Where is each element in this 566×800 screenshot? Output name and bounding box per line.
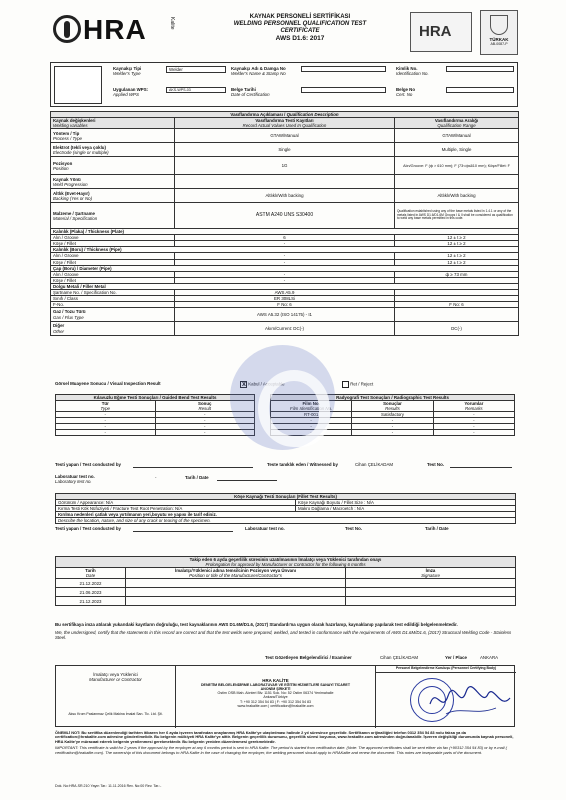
prolong-title-en: Prolongation for approval by Manufacturer or Contractor for the following 6 months xyxy=(205,562,366,568)
fillet-test-no: Test No. xyxy=(345,526,362,532)
row-actual: - xyxy=(175,271,395,277)
prolong-pos-en: Position or title of the Manufacturer/Contractor's xyxy=(189,573,282,579)
col3-header xyxy=(395,118,519,129)
section-title-en: Qualification Description xyxy=(286,112,339,117)
accept-label: Kabul / Acceptable xyxy=(248,381,285,387)
other-label-tr: Diğer xyxy=(53,323,65,329)
row-actual: - xyxy=(175,241,395,247)
prolong-sig-tr: İmza xyxy=(425,568,436,574)
filler-header: Dolgu Metali / Filler Metal xyxy=(51,283,519,289)
fillet-fracture: Kırma Testi Kök Nüfuziyeti / Fracture Test Root Penetration: N/A xyxy=(56,506,296,512)
welder-name-label-tr: Kaynakçı Adı & Damga No xyxy=(231,66,286,71)
conducted-line xyxy=(133,467,253,468)
variables-table xyxy=(50,111,519,336)
bend-cell: - xyxy=(56,430,156,436)
hra-line4: Ankara/Türkiye xyxy=(263,695,288,700)
wps-label-tr: Uygulanan WPS: xyxy=(113,87,149,92)
watermark-seal xyxy=(230,345,335,450)
other-label-en: Other xyxy=(53,328,64,334)
row-range: Multiple, Single xyxy=(395,143,519,157)
row-label: Sınıfı / Class xyxy=(51,295,175,301)
bend-res-tr: Sonuç xyxy=(198,401,212,407)
row-range: GTAW/Manual xyxy=(395,129,519,143)
gas-label xyxy=(51,308,175,322)
hra-line2: ANONİM ŞİRKETİ xyxy=(260,687,291,692)
bend-cell: - xyxy=(56,412,156,418)
bend-title: Kılavuzlu Eğme Testi Sonuçları / Guided Bend Test Results xyxy=(56,395,255,401)
manufacturer-label-en: Manufacturer or Contractor xyxy=(89,677,142,683)
fillet-date: Tarih / Date xyxy=(425,526,449,532)
fillet-lab-label: Laboratuar test no. xyxy=(245,526,285,532)
gas-range xyxy=(395,308,519,322)
material-label xyxy=(51,203,175,229)
hra-line1: DENETİM BELGELENDİRME LABORATUVAR VE EĞİTİM HİZMETLERİ SANAYİ TİCARET xyxy=(200,683,351,688)
signature-stroke-1 xyxy=(430,687,510,704)
welder-type-value: Welder xyxy=(166,66,226,73)
row-actual: Altlıklı/With backing xyxy=(175,189,395,203)
row-actual: ER 308LSi xyxy=(175,295,395,301)
dia-header: Çap (Boru) / Diameter (Pipe) xyxy=(51,265,519,271)
row-range: ф ≥ 73 mm xyxy=(395,271,519,277)
section-title-tr: Vasıflandırma Açıklaması xyxy=(230,112,283,117)
signature-block xyxy=(55,665,515,727)
row-range xyxy=(395,175,519,189)
reject-label: Ret / Reject xyxy=(350,381,374,387)
bend-type-en: Type xyxy=(100,406,110,412)
row-label xyxy=(51,157,175,175)
bend-table xyxy=(55,394,255,436)
lab-label xyxy=(55,474,95,484)
certifying-body-block xyxy=(376,666,516,728)
id-label-tr: Kimlik No. xyxy=(396,66,418,71)
welder-type-label xyxy=(113,66,141,76)
date-label xyxy=(231,87,270,97)
row-actual: 6 xyxy=(175,235,395,241)
material-label-tr: Malzeme / Şartname xyxy=(53,210,95,216)
row-actual: Single xyxy=(175,143,395,157)
row-label-en: Electrode (single or multiple) xyxy=(53,149,109,155)
prolong-pos xyxy=(126,588,346,597)
footer-important-tr: ÖNEMLİ NOT: Bu sertifika düzenlendiği tarihten itibaren her 6 ayda işveren tarafından onaylanmış HRA Kalite'ye ulaştırılması halinde 2 yıl süresince geçerlidir. Sertifikanın orijinalliğini telefon 0312 354 54 83 nolu faksa ya da certification@hrakalite.com adresine gönderilmelidir. Bu belgenin mülkiyeti HRA Kalite'ye aittir. Belgenin geçerlilik durumunu, geçerlilik süresi boyunca, www.hrakalite.com adresinden doğrulanabilir. İşveren değişikliği durumunda kaynak personeli, HRA Kalite'ye müracaat ederek belgenin yenilenmesi gerekmektedir. Bu belgenin yeniden düzenlenmesi gerekmektedir. xyxy=(55,730,514,744)
conducted-block xyxy=(55,462,515,490)
welder-name-label-en: Welder's Name & Stamp No xyxy=(231,71,286,77)
cert-label-tr: Belge No xyxy=(396,87,416,92)
gas-actual: AWS A5.32 (ISO 14175) - I1 xyxy=(175,308,395,322)
row-range: 12 ± t ≥ 2 xyxy=(395,259,519,265)
bend-res-en: Result xyxy=(198,406,211,412)
examiner-row xyxy=(55,652,515,664)
manufacturer-block xyxy=(56,666,176,728)
fillet-appearance: Görünüm / Appearance: N/A xyxy=(56,500,296,506)
turkak-label: TÜRKAK xyxy=(489,37,509,42)
prolong-sig xyxy=(346,597,516,606)
prolong-date: 21.12.2023 xyxy=(56,597,126,606)
witnessed-label: Teste tanıklık eden / Witnessed by xyxy=(267,462,338,467)
row-range: 12 ± t ≥ 2 xyxy=(395,241,519,247)
row-label xyxy=(51,189,175,203)
radio-rem-en: Remarks xyxy=(465,406,483,412)
examiner-name: Cihan ÇELİKADAM xyxy=(380,655,419,660)
footer-important-en: IMPORTANT: This certificate is valid for 2 years if the approval by the employer at any 6 months period is sent to HRA Kalite. The period is started from certification date. (Note: The approved certificates shall be sent either via fax (+90312 354 54 83) or by e-mail ( certification@hrakalite.com). The ownership of this document belongs to HRA Kalite In the case of changing the employer, the welding personnel should apply to HRAKalite and renew the document. This notes are inseparable parts of the document. xyxy=(55,745,507,755)
place-label: Yer / Place xyxy=(445,655,467,660)
radio-cell: - xyxy=(352,424,433,430)
id-label xyxy=(396,66,429,76)
right-logo-text: HRA xyxy=(419,23,452,40)
manufacturer-label-tr: İmalatçı veya Yüklenici xyxy=(93,672,138,677)
row-label-en: Position xyxy=(53,165,69,171)
row-range: 12 ± t ≥ 2 xyxy=(395,235,519,241)
hra-logo xyxy=(50,11,185,51)
material-row xyxy=(51,203,519,229)
date-label-en: Date of Certification xyxy=(231,92,270,98)
fillet-macro: Makro Dağlama / Macroetch : N/A xyxy=(296,506,516,512)
turkak-shield-icon xyxy=(490,15,508,35)
radio-cell: - xyxy=(271,418,352,424)
prolong-pos-tr: İmalatçı/Yüklenici adına temsilcinin Pozisyon veya Ünvanı xyxy=(174,568,297,574)
row-label: F-No. xyxy=(51,301,175,307)
radio-film-en: Film Identification No. xyxy=(290,406,333,412)
row-label: Köşe / Fillet xyxy=(51,259,175,265)
col2-tr: Vasıflandırma Testi Kayıtları xyxy=(255,118,314,124)
radio-res-tr: Sonuçlar xyxy=(383,401,402,407)
table-row xyxy=(51,175,519,189)
prolong-sig-en: Signature xyxy=(421,573,440,579)
row-label xyxy=(51,175,175,189)
other-range: DC(-) xyxy=(395,322,519,336)
other-row xyxy=(51,322,519,336)
row-actual: GTAW/Manual xyxy=(175,129,395,143)
section-title: Vasıflandırma Açıklaması / Qualification Description xyxy=(51,112,519,118)
prolong-date-tr: Tarih xyxy=(85,568,96,574)
row-label-tr: Pozisyon xyxy=(53,160,73,166)
witness-name: Cihan ÇELİKADAM xyxy=(355,462,394,467)
title-en: WELDING PERSONNEL QUALIFICATION TEST CERTIFICATE xyxy=(233,20,367,34)
radio-cell: - xyxy=(433,430,514,436)
material-range: Qualification established using any of the base metals listed in 1.4.1 or any of the metals listed in AWS D1.6/D1.6M Groups I & II shall be considered as qualification to weld any base metals permitted in this code. xyxy=(395,203,519,229)
wps-label-en: Applied WPS xyxy=(113,92,139,98)
bend-type-header xyxy=(56,401,156,412)
id-label-en: Identification No. xyxy=(396,71,429,77)
row-range: Alın/Groove: F (ф > 610 mm); F (73<ф≤610 mm); Köşe/Fillet: F xyxy=(395,157,519,175)
fillet-section xyxy=(55,493,515,536)
fillet-size: Köşe Kaynağı Boyutu / Fillet Size : N/A xyxy=(296,500,516,506)
radio-cell: - xyxy=(271,430,352,436)
turkak-badge xyxy=(480,10,518,55)
bend-cell: - xyxy=(155,424,255,430)
date-line xyxy=(217,480,277,481)
prolong-title xyxy=(56,557,516,568)
radio-rem-header xyxy=(433,401,514,412)
prolong-date: 21.06.2023 xyxy=(56,588,126,597)
col1-tr: Kaynak değişkenleri xyxy=(53,118,96,124)
prolong-pos xyxy=(126,579,346,588)
fillet-note-en: Describe the location, nature, and size of any crack or tearing of the specimen. xyxy=(56,518,516,524)
col2-header xyxy=(175,118,395,129)
hra-line5: T: +90 312 354 54 83 | F: +90 312 354 54 83 xyxy=(239,699,312,704)
column-header-row xyxy=(51,118,519,129)
hra-line6: www.hrakalite.com | certification@hrakalite.com xyxy=(237,703,314,708)
col3-en: Qualification Range xyxy=(437,123,476,129)
cert-label-en: Cert. No xyxy=(396,92,413,98)
prolong-header-row xyxy=(56,568,516,579)
conducted-label: Testi yapan / Test conducted by xyxy=(55,462,121,467)
welder-name-value xyxy=(301,66,386,72)
footer-note xyxy=(55,731,515,755)
row-actual xyxy=(175,175,395,189)
material-label-en: Material / Specification xyxy=(53,215,98,221)
statement-en: We, the undersigned, certify that the statements in this record are correct and that the test welds were prepared, welded, and tested in conformance with the requirements of AWS D1.6M/D1.6, (2017) Structural Welding Code - Stainless Steel. xyxy=(55,630,512,641)
radio-cell: Satisfactory xyxy=(352,412,433,418)
row-range: 12 ± t ≥ 2 xyxy=(395,253,519,259)
examiner-label: Test Gözetleyen Belgelendirici / Examiner xyxy=(265,655,352,660)
radio-rem-tr: Yorumlar xyxy=(464,401,484,407)
row-label: Alın / Groove xyxy=(51,271,175,277)
table-row xyxy=(56,518,516,524)
radio-res-en: Results xyxy=(385,406,400,412)
date-value xyxy=(301,87,386,93)
prolong-date-header xyxy=(56,568,126,579)
welder-type-label-en: Welder's Type xyxy=(113,71,141,77)
radio-cell: - xyxy=(433,412,514,418)
prolong-sig xyxy=(346,579,516,588)
variables-section xyxy=(50,111,518,336)
date-label-tr: Belge Tarihi xyxy=(231,87,256,92)
radio-cell: - xyxy=(433,424,514,430)
table-row xyxy=(51,129,519,143)
row-label-tr: Yöntem / Tip xyxy=(53,130,80,136)
col2-en: Record Actual Values Used In Qualification xyxy=(242,123,327,129)
prolong-table xyxy=(55,556,516,606)
hra-line3: Ostim OSB Mah. Alınteri Blv. 1151 Sok. No: 52 Ostim 06374 Yenimahalle xyxy=(217,691,334,696)
brand-name: HRA xyxy=(83,14,147,45)
cert-label xyxy=(396,87,415,97)
hra-address-block xyxy=(176,666,376,728)
row-label: Alın / Groove xyxy=(51,235,175,241)
radio-cell: - xyxy=(352,430,433,436)
photo-placeholder xyxy=(54,66,102,104)
prolong-sig-header xyxy=(346,568,516,579)
signature-mark xyxy=(426,680,514,722)
logo-person-icon xyxy=(64,21,70,38)
row-label-en: Process / Type xyxy=(53,135,82,141)
radio-cell: - xyxy=(271,424,352,430)
radio-cell: - xyxy=(352,418,433,424)
col1-en: Welding variables xyxy=(53,123,88,129)
prolong-sig xyxy=(346,588,516,597)
table-row xyxy=(56,597,516,606)
table-row xyxy=(51,143,519,157)
material-actual: ASTM A240 UNS S30400 xyxy=(175,203,395,229)
prolong-date-en: Date xyxy=(85,573,96,579)
id-value xyxy=(446,66,514,72)
signature-stroke-2 xyxy=(446,708,496,714)
info-block xyxy=(50,62,518,107)
row-label: Şartname No. / Specification No. xyxy=(51,289,175,295)
other-actual: Akım/Current: DC(-) xyxy=(175,322,395,336)
row-label: Alın / Groove xyxy=(51,253,175,259)
lab-label-tr: Laboratuar test no. xyxy=(55,474,95,479)
table-row xyxy=(51,189,519,203)
fillet-conducted xyxy=(55,525,515,536)
reject-option xyxy=(342,381,373,388)
visual-label: Görsel Muayene Sonucu / Visual Inspection Result xyxy=(55,381,161,386)
lab-value: - xyxy=(155,475,157,480)
bend-cell: - xyxy=(155,412,255,418)
gas-label-tr: Gaz / Tozu Türü xyxy=(53,309,86,315)
fillet-note-tr: Kırılma nedenleri çatlak veya yırtılmanın yeri,boyutu ve yapısı ile tarif ediniz. xyxy=(56,512,516,518)
fillet-conducted-label: Testi yapan / Test conducted by xyxy=(55,526,121,532)
row-label-tr: Kaynak Yönü xyxy=(53,176,81,182)
pipe-header: Kalınlık (Boru) / Thickness (Pipe) xyxy=(51,247,519,253)
row-actual: - xyxy=(175,277,395,283)
table-row xyxy=(56,579,516,588)
radio-title: Radyografi Test Sonuçları / Radiographic Test Results xyxy=(271,395,515,401)
lab-label-en: Laboratory test no. xyxy=(55,479,92,485)
row-label-en: Backing (Yes or No) xyxy=(53,195,93,201)
fillet-conducted-line xyxy=(133,531,233,532)
row-label: Köşe / Fillet xyxy=(51,241,175,247)
gas-label-en: Gas / Flux Type xyxy=(53,314,84,320)
radio-cell: RT-001 xyxy=(271,412,352,418)
row-actual: - xyxy=(175,259,395,265)
prolong-pos-header xyxy=(126,568,346,579)
fillet-table xyxy=(55,493,516,524)
row-label-en: Weld Progression xyxy=(53,181,88,187)
plate-header: Kalınlık (Plaka) / Thickness (Plate) xyxy=(51,229,519,235)
test-no-line xyxy=(450,467,512,468)
title-block xyxy=(215,14,385,42)
row-actual: 1G xyxy=(175,157,395,175)
table-row xyxy=(56,588,516,597)
prolong-section xyxy=(55,556,515,606)
bend-cell: - xyxy=(56,424,156,430)
date-label: Tarih / Date xyxy=(185,475,209,480)
prolong-title-row xyxy=(56,557,516,568)
prolong-pos xyxy=(126,597,346,606)
prolong-title-tr: Takip eden 6 ayda geçerlilik süresinin uzatılmasının İmalatçı veya Yüklenici tarafından onayı xyxy=(189,557,382,562)
table-row xyxy=(51,157,519,175)
statement-tr: Bu sertifikaya imza atılarak yukarıdaki kayıtların doğruluğu, test kaynaklarının AWS D1.6M/D1.6, (2017) Standardı'na uygun olarak hazırlanıp, kaynaklanıp yapılarak test edildiği belgelenmektedir. xyxy=(55,622,458,627)
col1-header xyxy=(51,118,175,129)
bend-cell: - xyxy=(155,430,255,436)
row-actual: - xyxy=(175,253,395,259)
statement xyxy=(55,622,515,640)
bend-cell: - xyxy=(56,418,156,424)
col3-tr: Vasıflandırma Aralığı xyxy=(434,118,479,124)
fillet-title: Köşe Kaynağı Testi Sonuçları (Fillet Test Results) xyxy=(56,494,516,500)
place-value: ANKARA xyxy=(480,655,499,660)
bend-cell: - xyxy=(155,418,255,424)
other-label xyxy=(51,322,175,336)
standard: AWS D1.6: 2017 xyxy=(275,34,325,42)
table-row xyxy=(56,430,255,436)
row-actual: AWS A5.9 xyxy=(175,289,395,295)
wps-label xyxy=(113,87,148,97)
row-label: Köşe / Fillet xyxy=(51,277,175,283)
bend-type-tr: Tür xyxy=(101,401,109,407)
header xyxy=(50,8,518,58)
manufacturer-name: Aksu Krom Paslanmaz Çelik Makina İmalat San. Tic. Ltd. Şti. xyxy=(68,712,163,717)
radio-res-header xyxy=(352,401,433,412)
row-label xyxy=(51,143,175,157)
right-logo xyxy=(410,12,472,52)
gas-row xyxy=(51,308,519,322)
welder-type-label-tr: Kaynakçı Tipi xyxy=(113,66,142,71)
welder-name-label xyxy=(231,66,286,76)
certifying-body-title: Personel Belgelendirme Kuruluşu (Personnel Certifying Body) xyxy=(376,666,516,673)
bend-header-row xyxy=(56,401,255,412)
cert-value xyxy=(446,87,514,93)
doc-number: Dok. No:HRA.SR.210 Yayın Tar.: 11.11.2016 Rev. No:00 Rev. Tar.:- xyxy=(55,784,162,788)
row-label xyxy=(51,129,175,143)
hra-name: HRA KALİTE xyxy=(262,678,289,683)
brand-sub: Kalite xyxy=(168,17,175,30)
reject-checkbox[interactable] xyxy=(342,381,349,388)
radio-film-tr: Film No. xyxy=(302,401,320,407)
row-label-tr: Elektrot (tekli veya çoklu) xyxy=(53,144,106,150)
turkak-code: AB-0087-P xyxy=(490,42,508,47)
test-no-label: Test No. xyxy=(427,462,444,467)
row-range: F No: 6 xyxy=(395,301,519,307)
prolong-date: 21.12.2022 xyxy=(56,579,126,588)
row-label-tr: Altlık (Evet-Hayır) xyxy=(53,190,90,196)
title-tr: KAYNAK PERSONELİ SERTİFİKASI xyxy=(249,14,351,20)
radio-cell: - xyxy=(433,418,514,424)
wps-value: AKS-WPS-03 xyxy=(166,87,226,93)
row-actual: F No: 6 xyxy=(175,301,395,307)
row-range: Altlıklı/With backing xyxy=(395,189,519,203)
bend-table-wrap xyxy=(55,394,255,436)
